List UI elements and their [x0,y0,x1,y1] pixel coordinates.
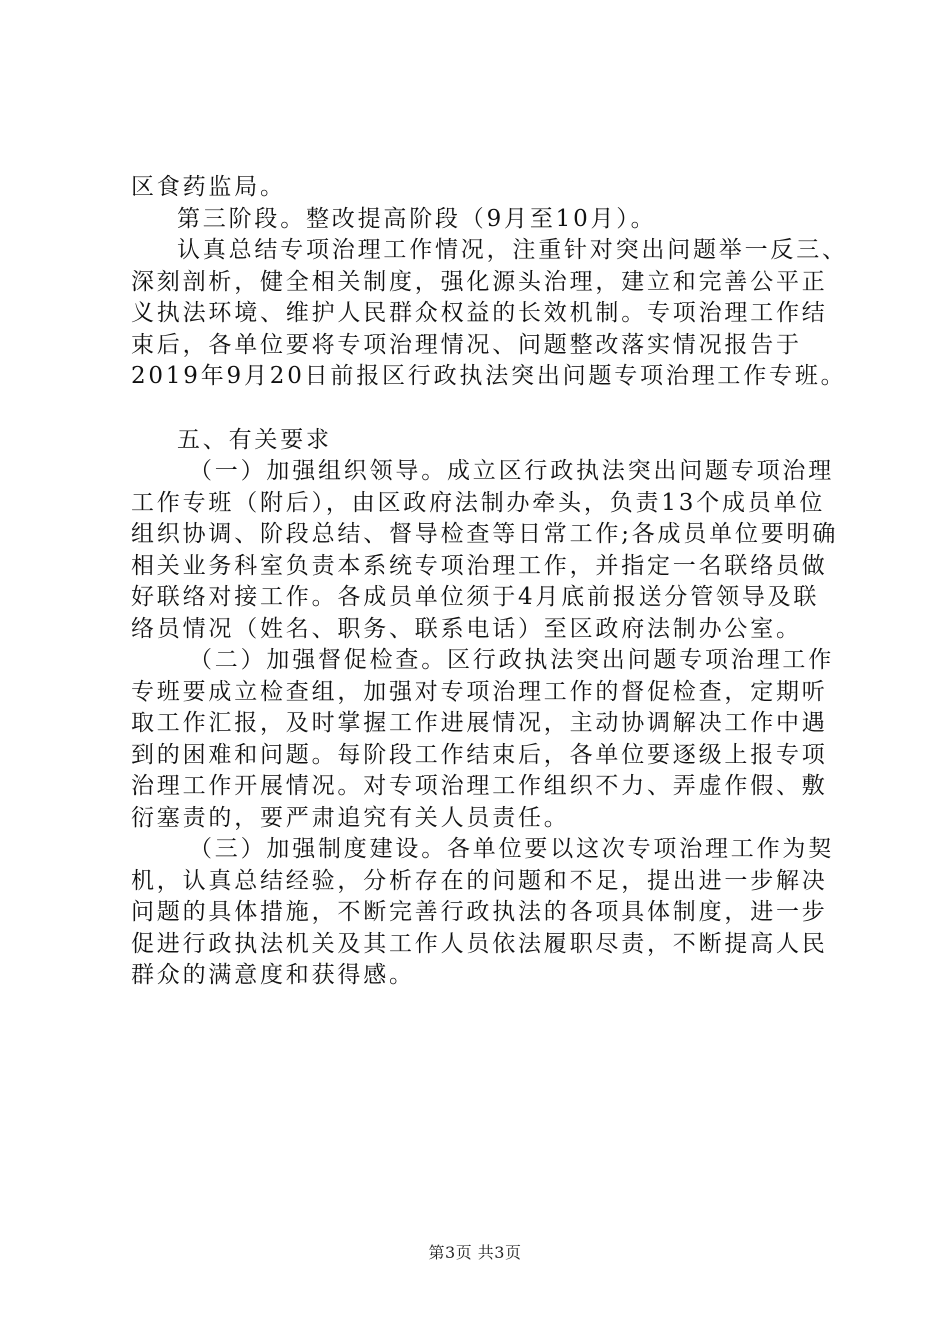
section-heading: 五、有关要求 [177,426,332,453]
text-line: （一）加强组织领导。成立区行政执法突出问题专项治理 [189,458,834,484]
text-line: 治理工作开展情况。对专项治理工作组织不力、弄虚作假、敷 [131,773,828,799]
text-line: 认真总结专项治理工作情况，注重针对突出问题举一反三、 [177,237,848,263]
text-line: （三）加强制度建设。各单位要以这次专项治理工作为契 [189,836,834,862]
text-line: 到的困难和问题。每阶段工作结束后，各单位要逐级上报专项 [131,741,828,768]
text-line: 络员情况（姓名、职务、联系电话）至区政府法制办公室。 [131,615,802,642]
text-line: 取工作汇报，及时掌握工作进展情况，主动协调解决工作中遇 [131,710,828,736]
text-line: 组织协调、阶段总结、督导检查等日常工作;各成员单位要明确 [131,521,839,547]
text-line: 深刻剖析，健全相关制度，强化源头治理，建立和完善公平正 [131,268,828,295]
text-line: 工作专班（附后），由区政府法制办牵头，负责13个成员单位 [131,489,826,516]
text-line: 区食药监局。 [131,174,286,200]
text-line: 第三阶段。整改提高阶段（9月至10月）。 [177,205,657,232]
page-number-label: 第3页 共3页 [428,1243,522,1262]
page-footer [0,1240,950,1263]
text-line: 义执法环境、维护人民群众权益的长效机制。专项治理工作结 [131,300,828,326]
text-line: （二）加强督促检查。区行政执法突出问题专项治理工作 [189,647,834,673]
text-line: 好联络对接工作。各成员单位须于4月底前报送分管领导及联 [131,584,820,610]
text-line: 2019年9月20日前报区行政执法突出问题专项治理工作专班。 [131,363,847,389]
text-line: 问题的具体措施，不断完善行政执法的各项具体制度，进一步 [131,899,828,925]
text-line: 机，认真总结经验，分析存在的问题和不足，提出进一步解决 [131,867,828,894]
text-line: 促进行政执法机关及其工作人员依法履职尽责，不断提高人民 [131,930,828,957]
text-line: 专班要成立检查组，加强对专项治理工作的督促检查，定期听 [131,678,828,705]
paragraph-gap [131,393,831,425]
text-line: 相关业务科室负责本系统专项治理工作，并指定一名联络员做 [131,552,828,579]
text-line: 衍塞责的，要严肃追究有关人员责任。 [131,804,570,831]
document-body [131,172,848,992]
text-line: 群众的满意度和获得感。 [131,962,415,988]
text-line: 束后，各单位要将专项治理情况、问题整改落实情况报告于 [131,331,802,358]
